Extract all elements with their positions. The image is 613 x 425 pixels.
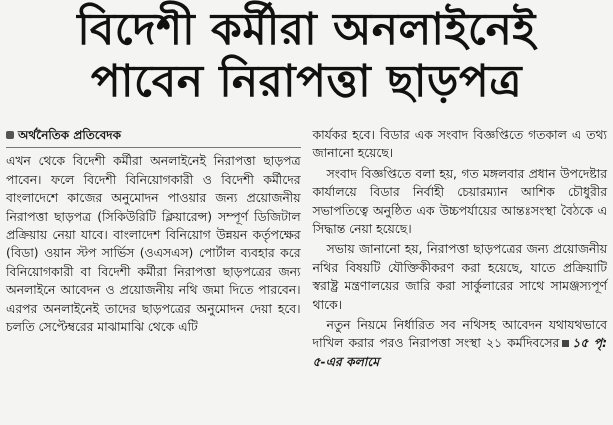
right-paragraph-2: সংবাদ বিজ্ঞপ্তিতে বলা হয়, গত মঙ্গলবার প্রধান উপদেষ্টার কার্যালয়ে বিডার নির্বাহী চেয়ারম্যান আশিক চৌধুরীর সভাপতিত্বে অনুষ্ঠিত এক উচ্চপর্যায়ের আন্তঃসংস্থা বৈঠকে এ সিদ্ধান্ত নেয়া হয়েছে। [312,166,607,237]
left-column [6,126,301,425]
article-body [6,126,607,425]
headline-line-1: বিদেশী কর্মীরা অনলাইনেই [77,4,536,55]
right-paragraph-3: সভায় জানানো হয়, নিরাপত্তা ছাড়পত্রের জন্য প্রয়োজনীয় নথির বিষয়টি যৌক্তিকীকরণ করা হয়েছে, যাতে প্রক্রিয়াটি স্বরাষ্ট্র মন্ত্রণালয়ের জারি করা সার্কুলারের সাথে সামঞ্জস্যপূর্ণ থাকে। [312,242,607,312]
right-paragraph-4 [313,316,608,371]
square-bullet-icon [562,340,569,347]
headline-line-2: পাবেন নিরাপত্তা ছাড়পত্র [90,56,523,107]
right-column [313,126,608,425]
right-paragraph-4-text: নতুন নিয়মে নির্ধারিত সব নথিসহ আবেদন যথাযথভাবে দাখিল করার পরও নিরাপত্তা সংস্থা ২১ কর্মদিবসের [312,318,607,351]
left-paragraph-1: এখন থেকে বিদেশী কর্মীরা অনলাইনেই নিরাপত্তা ছাড়পত্র পাবেন। ফলে বিদেশী বিনিয়োগকারী ও বিদেশী কর্মীদের বাংলাদেশে কাজের অনুমোদন পাওয়ার জন্য প্রয়োজনীয় নিরাপত্তা ছাড়পত্র (সিকিউরিটি ক্লিয়ারেন্স) সম্পূর্ণ ডিজিটাল প্রক্রিয়ায় নেয়া যাবে। বাংলাদেশ বিনিয়োগ উন্নয়ন কর্তৃপক্ষের (বিডা) ওয়ান স্টপ সার্ভিস (ওএসএস) পোর্টাল ব্যবহার করে বিনিয়োগকারী বা বিদেশী কর্মীরা নিরাপত্তা ছাড়পত্রের জন্য অনলাইনে আবেদন ও প্রয়োজনীয় নথি জমা দিতে পারবেন। এরপর অনলাইনেই তাদের ছাড়পত্রের অনুমোদন দেয়া হবে। চলতি সেপ্টেম্বরের মাঝামাঝি থেকে এটি [6,154,301,335]
continuation-jump: ১৫ পৃ: ৫-এর কলামে [312,336,607,369]
byline-text: অর্থনৈতিক প্রতিবেদক [18,128,121,142]
byline-divider [6,147,301,148]
bullet-icon [6,131,14,139]
right-paragraph-1: কার্যকর হবে। বিডার এক সংবাদ বিজ্ঞপ্তিতে গতকাল এ তথ্য জানানো হয়েছে। [312,128,607,161]
headline [6,4,607,108]
byline [6,126,301,144]
